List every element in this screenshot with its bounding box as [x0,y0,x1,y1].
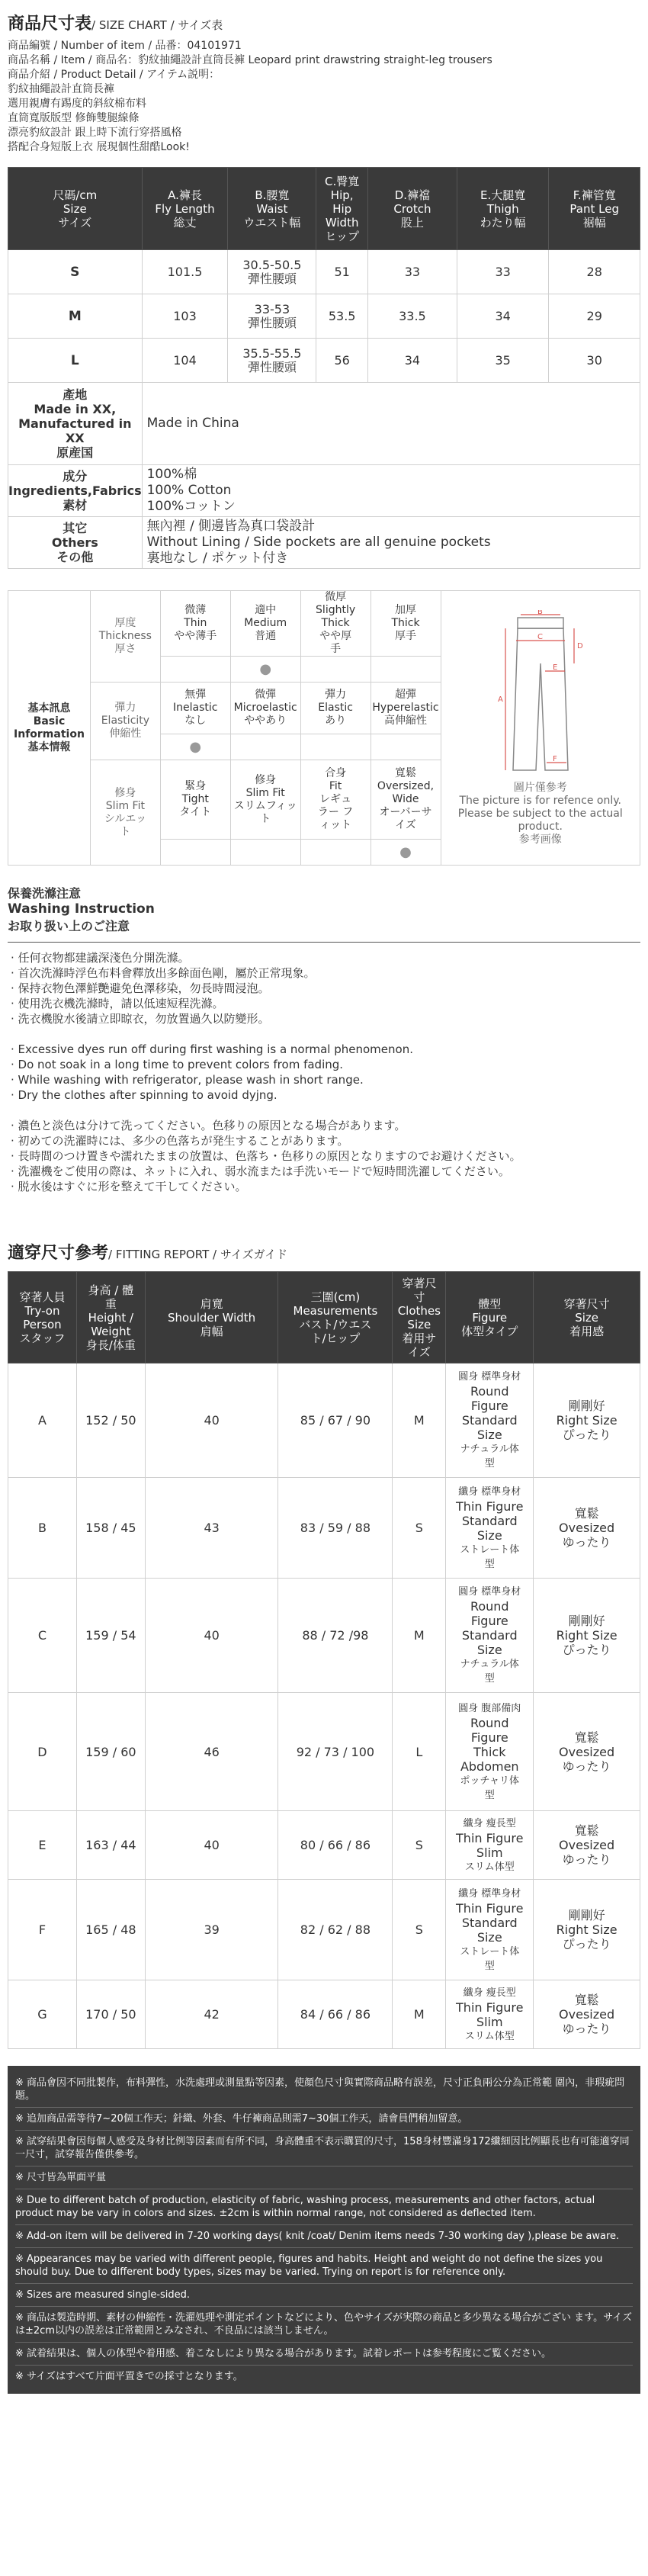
fitting-subtitle: / FITTING REPORT / サイズガイド [108,1248,288,1261]
material-row [8,465,640,517]
washing-en: · Excessive dyes run off during first washing is a normal phenomenon. · Do not soak in a long time to prevent colors from fading. · While washing with refrigerator, please wash in short range. · Dry the clothes after spinning to avoid dyjng. [11,1042,413,1102]
selected-dot: ● [160,734,230,760]
fit-option: 緊身 Tight タイト [160,760,230,840]
material-value: 100%棉 100% Cotton 100%コットン [142,465,640,517]
diagram-caption: 参考画像 [518,833,562,846]
diagram-caption: The picture is for refence only. [459,794,621,807]
svg-text:C: C [537,632,543,641]
basic-info-label: 基本訊息 Basic Information 基本情報 [8,591,91,866]
svg-text:E: E [552,663,558,672]
cell-crotch: 33 [367,250,457,294]
others-label: 其它 Others その他 [8,517,143,569]
cell-clothes-size: M [393,1980,446,2049]
elasticity-option: 超彈 Hyperelastic 高伸縮性 [371,683,441,734]
table-row [8,1880,640,1980]
header-feel: 穿著尺寸 Size 着用感 [534,1272,640,1363]
diagram-caption: 圖片僅參考 [513,781,567,794]
cell-measurements: 84 / 66 / 86 [278,1980,393,2049]
washing-title-en: Washing Instruction [8,901,155,917]
cell-fly-length: 104 [142,339,228,383]
table-row [8,1811,640,1880]
cell-waist: 33-53 彈性腰頭 [228,294,316,339]
cell-clothes-size: M [393,1363,446,1478]
cell-figure: 纖身 標準身材 Thin Figure Standard Size ストレート体 型 [446,1880,534,1980]
note-item: ※ サイズはすべて片面平置きでの採寸となります。 [15,2371,243,2382]
cell-person: C [8,1579,77,1693]
cell-height-weight: 170 / 50 [76,1980,145,2049]
thickness-option: 加厚 Thick 厚手 [371,591,441,657]
cell-height-weight: 159 / 60 [76,1693,145,1811]
cell-figure: 纖身 瘦長型 Thin Figure Slim スリム体型 [446,1980,534,2049]
size-chart-title: 商品尺寸表 [8,14,92,34]
fitting-header-row [8,1272,640,1363]
washing-cn: · 任何衣物都建議深淺色分開洗滌。 · 首次洗滌時浮色布料會釋放出多餘面色剛，屬於正常現象。 · 保持衣物色澤鮮艷避免色澤移染，勿長時間浸泡。 · 使用洗衣機洗滌時，請以低速短程洗滌。 · 洗衣機脫水後請立即晾衣，勿放置過久以防變形。 [11,951,316,1026]
cell-feel: 寬鬆 Ovesized ゆったり [534,1980,640,2049]
note-item: ※ 試着結果は、個人の体型や着用感、着こなしにより異なる場合があります。試着レポートは参考程度にご覧ください。 [15,2343,633,2366]
cell-feel: 剛剛好 Right Size ぴったり [534,1880,640,1980]
product-line: 搭配合身短版上衣 展現個性甜酷Look! [8,141,190,153]
washing-jp: · 濃色と淡色は分けて洗ってください。色移りの原因となる場合があります。 · 初めての洗濯時には、多少の色落ちが発生することがあります。 · 長時間のつけ置きや濡れたままの放置は、色落ち・色移りの原因となりますのでお避けください。 · 洗濯機をご使用の際は、ネットに入れ、弱水流または手洗いモードで短時間洗濯してください。 · 脱水後はすぐに形を整えて干してください。 [11,1119,521,1193]
size-label: S [8,250,143,294]
washing-section [0,884,648,1217]
cell-shoulder: 39 [145,1880,278,1980]
thickness-option: 微厚 Slightly Thick やや厚 手 [300,591,371,657]
header-waist: B.腰寬 Waist ウエスト幅 [228,168,316,250]
note-item: ※ Appearances may be varied with different people, figures and habits. Height and weight do not define the sizes you should buy. Due to different body types, sizes may be varied. Trying on report is for reference only. [15,2248,633,2284]
table-row [8,294,640,339]
cell-feel: 剛剛好 Right Size ぴったり [534,1363,640,1478]
fitting-header [0,1240,648,1264]
header-height-weight: 身高 / 體 重 Height / Weight 身長/体重 [76,1272,145,1363]
product-line: 漂亮豹紋設計 跟上時下流行穿搭風格 [8,127,182,139]
cell-feel: 寬鬆 Ovesized ゆったり [534,1811,640,1880]
svg-text:A: A [497,695,503,704]
notes-panel [8,2066,640,2394]
cell-person: F [8,1880,77,1980]
pants-outline-icon [495,610,586,778]
cell-shoulder: 42 [145,1980,278,2049]
cell-shoulder: 40 [145,1363,278,1478]
header-hip: C.臀寬 Hip, Hip Width ヒップ [316,168,368,250]
note-item: ※ 試穿結果會因每個人感受及身材比例等因素而有所不同，身高體重不表示購買的尺寸，158身材豐滿身172纖細因比例顯長也有可能適穿同一尺寸，試穿報告僅供參考。 [15,2131,633,2166]
cell-hip: 56 [316,339,368,383]
fit-option: 合身 Fit レギュ ラー フ ィット [300,760,371,840]
header-fly-length: A.褲長 Fly Length 総丈 [142,168,228,250]
header-pant-leg: F.褲管寬 Pant Leg 裾幅 [549,168,640,250]
cell-person: E [8,1811,77,1880]
note-item: ※ 商品會因不同批製作，布料彈性，水洗處理或測量點等因素，使顏色尺寸與實際商品略有誤差，尺寸正負兩公分為正常範 圍內，非瑕疵問題。 [15,2072,633,2108]
washing-instructions [8,942,640,1217]
basic-info-table [8,590,640,866]
table-row [8,250,640,294]
cell-fly-length: 103 [142,294,228,339]
cell-thigh: 35 [457,339,549,383]
fitting-title: 適穿尺寸參考 [8,1244,109,1263]
thickness-option: 適中 Medium 普通 [230,591,300,657]
product-info-lines [8,39,640,155]
cell-person: B [8,1478,77,1579]
cell-waist: 30.5-50.5 彈性腰頭 [228,250,316,294]
cell-pant-leg: 28 [549,250,640,294]
svg-text:D: D [576,641,583,650]
cell-clothes-size: S [393,1811,446,1880]
thickness-label: 厚度 Thickness 厚さ [90,591,160,683]
note-item: ※ Due to different batch of production, elasticity of fabric, washing process, measurements and other factors, actual product may be vary in colors and sizes. ±2cm is within normal range, not considered as deflected item. [15,2189,633,2225]
elasticity-option: 彈力 Elastic あり [300,683,371,734]
cell-clothes-size: S [393,1478,446,1579]
product-line: 商品編號 / Number of item / 品番：04101971 [8,40,242,52]
cell-height-weight: 163 / 44 [76,1811,145,1880]
cell-height-weight: 158 / 45 [76,1478,145,1579]
product-line: 商品介紹 / Product Detail / アイテム説明： [8,69,220,81]
cell-hip: 51 [316,250,368,294]
header-crotch: D.褲襠 Crotch 股上 [367,168,457,250]
cell-shoulder: 46 [145,1693,278,1811]
note-item: ※ Sizes are measured single-sided. [15,2284,633,2307]
note-item: ※ 追加商品需等待7~20個工作天；針織、外套、牛仔褲商品則需7~30個工作天，請會員們稍加留意。 [15,2108,633,2131]
cell-clothes-size: S [393,1880,446,1980]
others-value: 無內裡 / 側邊皆為真口袋設計 Without Lining / Side pockets are all genuine pockets 裏地なし / ポケット付き [142,517,640,569]
thickness-option: 微薄 Thin やや薄手 [160,591,230,657]
selected-dot: ● [371,840,441,866]
cell-feel: 寬鬆 Ovesized ゆったり [534,1693,640,1811]
cell-thigh: 34 [457,294,549,339]
cell-height-weight: 165 / 48 [76,1880,145,1980]
size-chart-header [0,0,648,155]
elasticity-label: 彈力 Elasticity 伸縮性 [90,683,160,760]
cell-person: A [8,1363,77,1478]
cell-measurements: 80 / 66 / 86 [278,1811,393,1880]
origin-label: 產地 Made in XX, Manufactured in XX 原産国 [8,383,143,465]
cell-pant-leg: 29 [549,294,640,339]
elasticity-option: 無彈 Inelastic なし [160,683,230,734]
cell-waist: 35.5-55.5 彈性腰頭 [228,339,316,383]
cell-figure: 纖身 標準身材 Thin Figure Standard Size ストレート体 型 [446,1478,534,1579]
origin-value: Made in China [142,383,640,465]
size-label: L [8,339,143,383]
note-item: ※ 商品は製造時期、素材の伸縮性・洗濯処理や測定ポイントなどにより、色やサイズが実際の商品と多少異なる場合がござい ます。サイズは±2cm以内の誤差は正常範囲とみなされ、不良品には該当しません。 [15,2307,633,2343]
header-measurements: 三圍(cm) Measurements バスト/ウエス ト/ヒップ [278,1272,393,1363]
fit-option: 修身 Slim Fit スリムフィッ ト [230,760,300,840]
product-line: 直筒寬版版型 修飾雙腿線條 [8,112,140,124]
fit-option: 寬鬆 Oversized, Wide オーバーサ イズ [371,760,441,840]
header-clothes-size: 穿著尺 寸 Clothes Size 着用サ イズ [393,1272,446,1363]
note-item: ※ 尺寸皆為單面平量 [15,2166,633,2189]
cell-figure: 纖身 瘦長型 Thin Figure Slim スリム体型 [446,1811,534,1880]
header-figure: 體型 Figure 体型タイプ [446,1272,534,1363]
header-person: 穿著人員 Try-on Person スタッフ [8,1272,77,1363]
cell-feel: 寬鬆 Ovesized ゆったり [534,1478,640,1579]
cell-person: D [8,1693,77,1811]
pants-diagram [441,591,640,866]
product-line: 選用親膚有踢度的斜紋棉布料 [8,98,146,110]
cell-clothes-size: M [393,1579,446,1693]
cell-feel: 剛剛好 Right Size ぴったり [534,1579,640,1693]
table-row [8,1693,640,1811]
cell-shoulder: 40 [145,1811,278,1880]
washing-title-cn: 保養洗滌注意 [8,886,82,901]
cell-crotch: 34 [367,339,457,383]
others-row [8,517,640,569]
cell-measurements: 92 / 73 / 100 [278,1693,393,1811]
cell-fly-length: 101.5 [142,250,228,294]
material-label: 成分 Ingredients,Fabrics 素材 [8,465,143,517]
cell-crotch: 33.5 [367,294,457,339]
cell-shoulder: 40 [145,1579,278,1693]
product-line: 商品名稱 / Item / 商品名：豹紋抽繩設計直筒長褲 Leopard print drawstring straight-leg trousers [8,54,492,66]
cell-height-weight: 152 / 50 [76,1363,145,1478]
header-shoulder: 肩寬 Shoulder Width 肩幅 [145,1272,278,1363]
cell-figure: 圓身 標準身材 Round Figure Standard Size ナチュラル体 型 [446,1579,534,1693]
svg-text:B: B [537,609,543,616]
fit-label: 修身 Slim Fit シルエッ ト [90,760,160,866]
note-item: ※ Add-on item will be delivered in 7-20 working days( knit /coat/ Denim items needs 7-30 working day ),please be aware. [15,2225,633,2248]
diagram-caption: Please be subject to the actual [457,807,623,820]
cell-height-weight: 159 / 54 [76,1579,145,1693]
size-table [8,167,640,569]
cell-measurements: 82 / 62 / 88 [278,1880,393,1980]
product-line: 豹紋抽繩設計直筒長褲 [8,83,114,95]
cell-figure: 圓身 腹部備肉 Round Figure Thick Abdomen ポッチャリ体 型 [446,1693,534,1811]
table-row [8,1579,640,1693]
cell-figure: 圓身 標準身材 Round Figure Standard Size ナチュラル体 型 [446,1363,534,1478]
cell-measurements: 85 / 67 / 90 [278,1363,393,1478]
svg-text:F: F [552,754,557,763]
header-size: 尺碼/cm Size サイズ [8,168,143,250]
washing-title-jp: お取り扱い上のご注意 [8,919,130,933]
header-thigh: E.大腿寬 Thigh わたり幅 [457,168,549,250]
diagram-caption: product. [518,820,563,833]
cell-measurements: 83 / 59 / 88 [278,1478,393,1579]
cell-clothes-size: L [393,1693,446,1811]
cell-pant-leg: 30 [549,339,640,383]
cell-measurements: 88 / 72 /98 [278,1579,393,1693]
selected-dot: ● [230,657,300,683]
size-label: M [8,294,143,339]
elasticity-option: 微彈 Microelastic ややあり [230,683,300,734]
table-row [8,1478,640,1579]
cell-thigh: 33 [457,250,549,294]
size-chart-subtitle: / SIZE CHART / サイズ表 [91,18,223,32]
cell-hip: 53.5 [316,294,368,339]
cell-person: G [8,1980,77,2049]
table-row [8,1980,640,2049]
size-table-header-row [8,168,640,250]
origin-row [8,383,640,465]
cell-shoulder: 43 [145,1478,278,1579]
table-row [8,1363,640,1478]
table-row [8,339,640,383]
fitting-table [8,1271,640,2049]
